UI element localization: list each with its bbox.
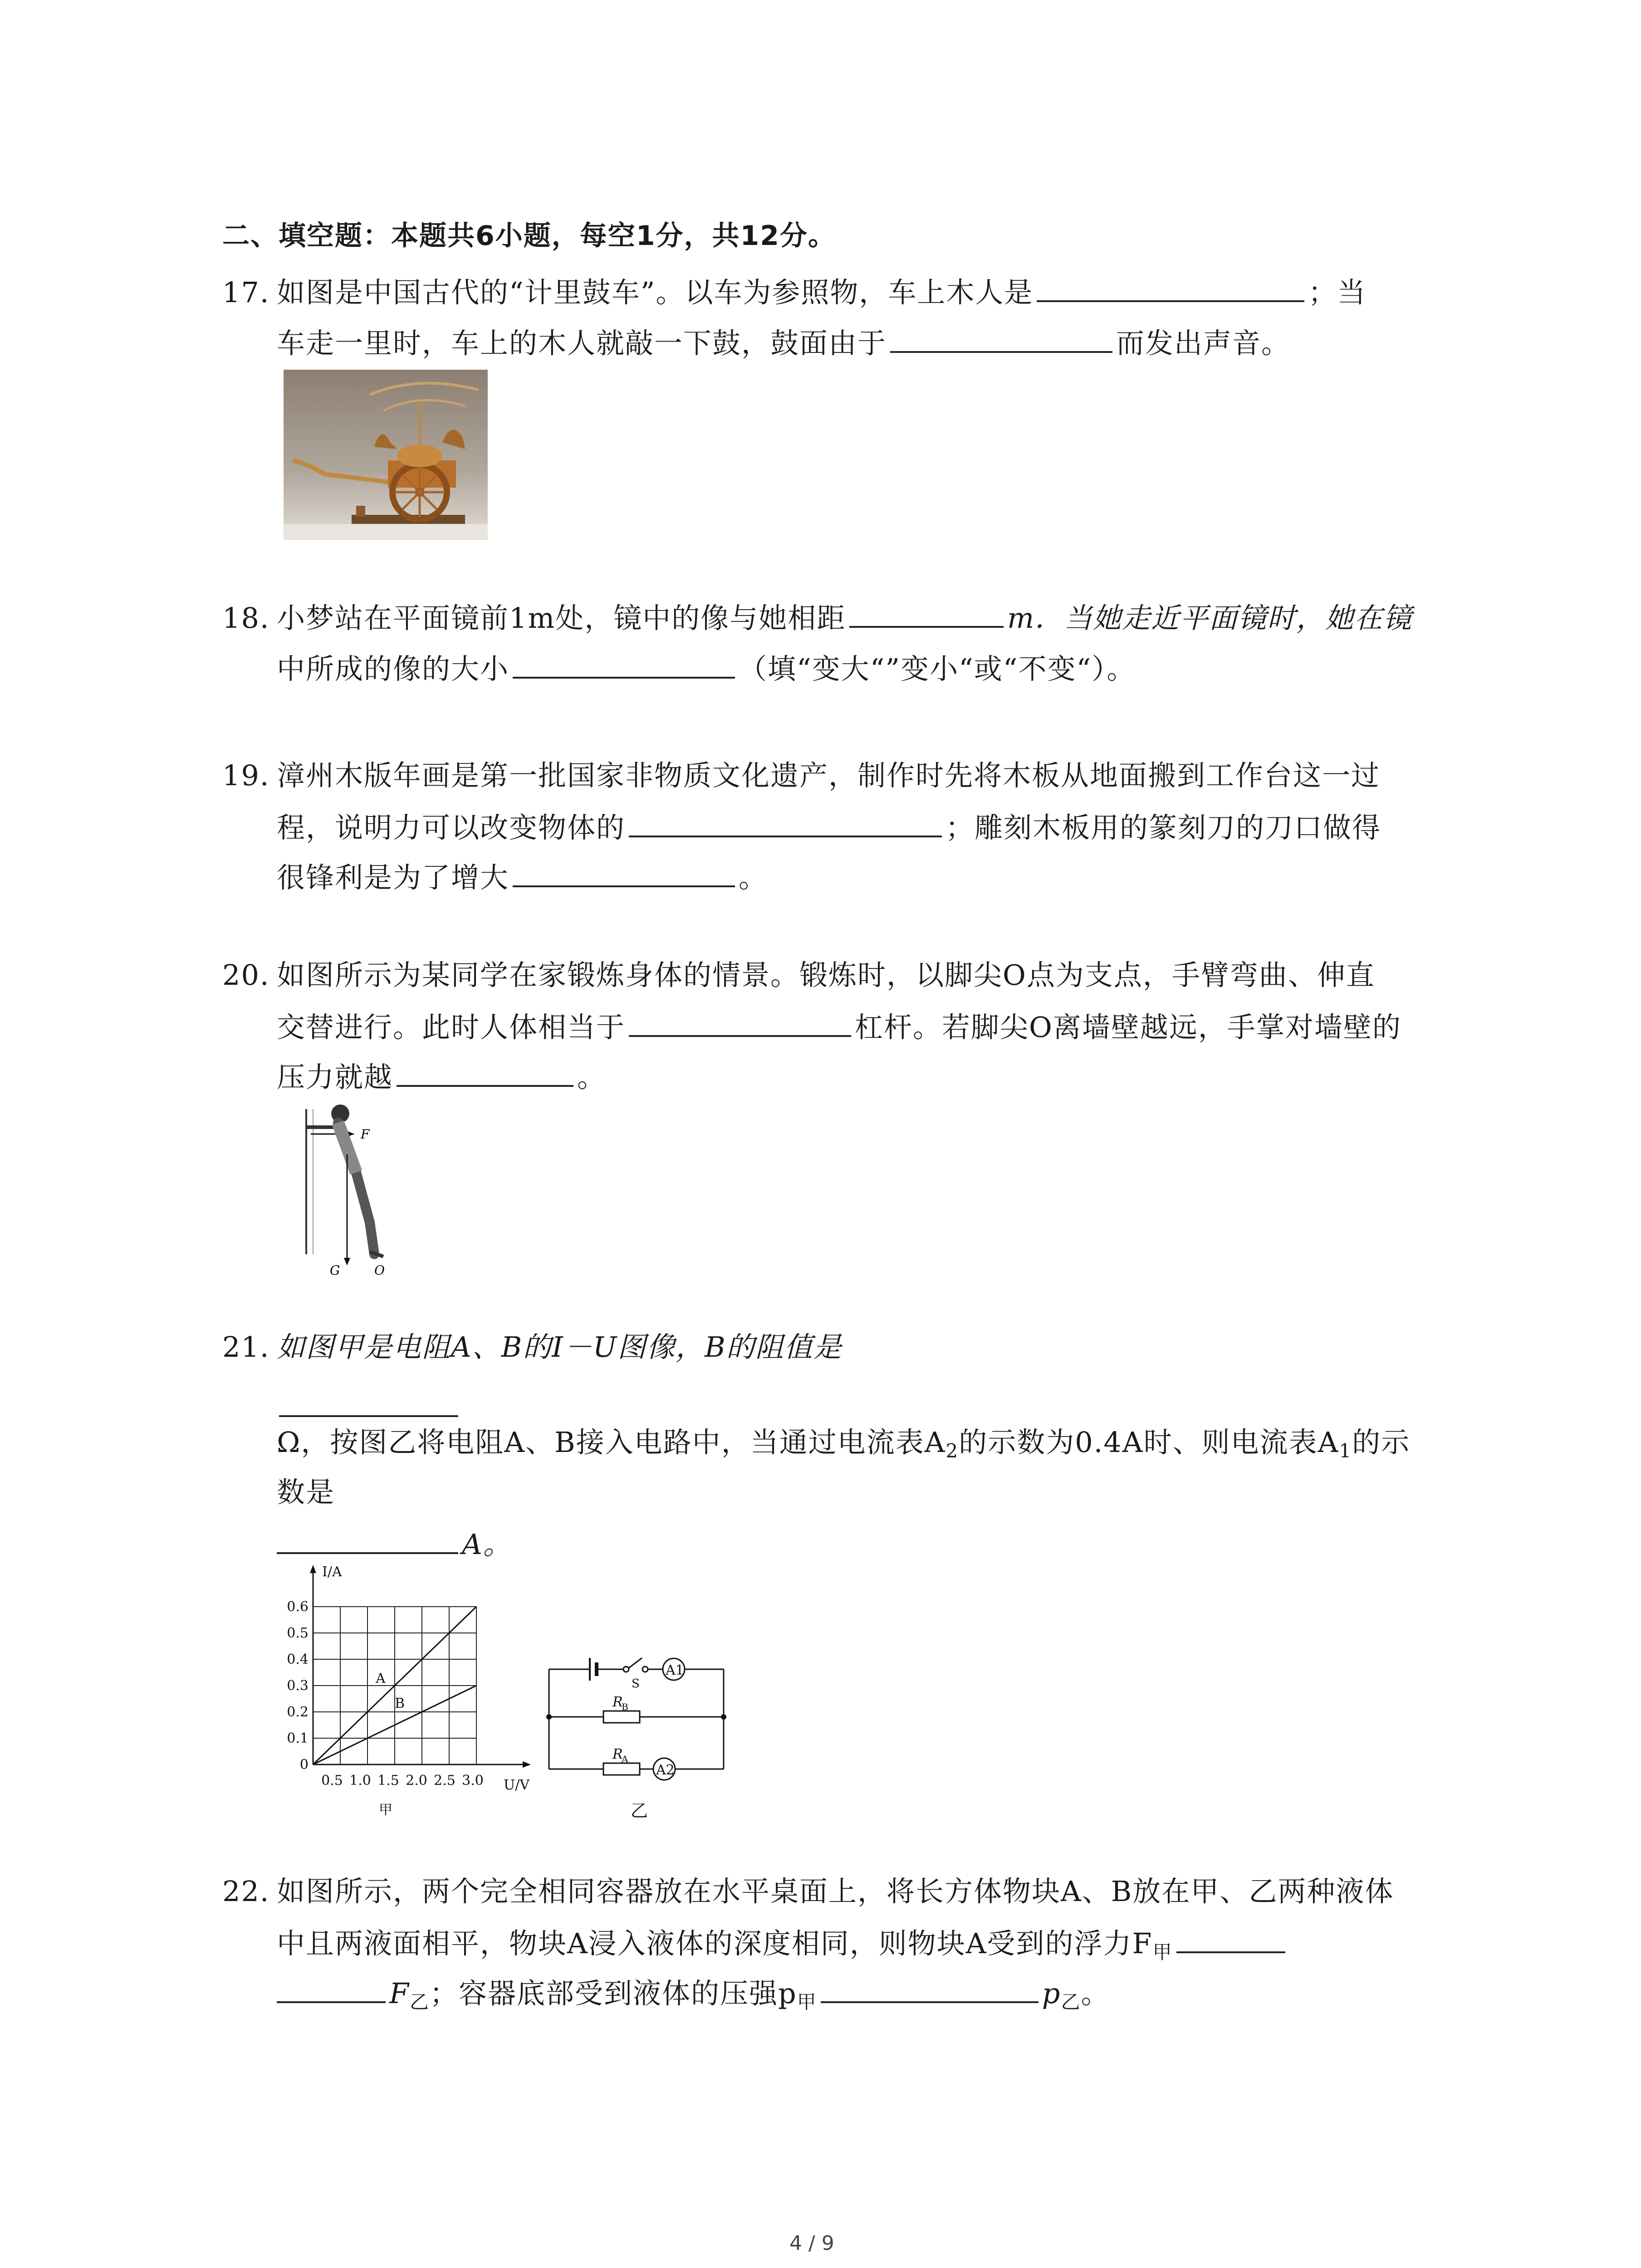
x-tick-3.0: 3.0 [462,1773,484,1789]
drum-cart-image [284,370,488,540]
q18-text-c: 中所成的像的大小 [277,652,509,685]
q19-text-c: ；雕刻木板用的篆刻刀的刀口做得 [945,811,1381,844]
q22-sub-yi: 乙 [410,1991,430,2013]
q22-blank-1a[interactable] [1176,1923,1285,1953]
q19-text-b: 程，说明力可以改变物体的 [277,811,626,844]
y-tick-0.3: 0.3 [287,1678,309,1694]
q22-f-yi: F [389,1977,410,2010]
q17-text-a: 如图是中国古代的“计里鼓车”。以车为参照物，车上木人是 [277,276,1034,309]
q18-blank-2[interactable] [513,649,735,679]
q21-line4 [277,1524,512,1563]
q19-text-d: 很锋利是为了增大 [277,861,509,894]
q21-blank-1[interactable] [279,1415,458,1417]
iu-graph [272,1560,540,1823]
q20-line2 [277,1007,1401,1046]
q22-text-d: 。 [1081,1977,1110,2010]
q22-sub-jia: 甲 [1152,1941,1173,1963]
circuit-caption: 乙 [631,1801,648,1821]
q22-number: 22. [222,1875,270,1908]
q20-blank-2[interactable] [397,1057,573,1087]
q19-text-a: 漳州木版年画是第一批国家非物质文化遗产，制作时先将木板从地面搬到工作台这一过 [277,759,1381,792]
q17-text-d: 而发出声音。 [1116,327,1291,360]
x-axis-label: U/V [504,1777,530,1793]
q20-text-b: 交替进行。此时人体相当于 [277,1011,626,1044]
q22-text-a: 如图所示，两个完全相同容器放在水平桌面上，将长方体物块A、B放在甲、乙两种液体 [277,1875,1394,1908]
page-number: 4 / 9 [789,2232,834,2255]
q21-line3 [277,1474,335,1510]
q21-blank-2[interactable] [277,1524,458,1554]
x-tick-2.5: 2.5 [434,1773,456,1789]
q17-line2 [277,323,1290,362]
rb-label: R [612,1694,623,1710]
line-a-label: A [376,1671,386,1686]
q18-text-d: （填“变大“”变小“或“不变“）。 [739,652,1136,685]
y-tick-0: 0 [299,1757,309,1773]
y-tick-0.2: 0.2 [287,1704,309,1720]
q21-text-c: 的示数为0.4A时、则电流表A [959,1426,1339,1459]
q20-text-e: 。 [577,1061,607,1094]
ammeter-a1-label: A1 [666,1662,684,1678]
q20-line1 [222,957,1375,993]
q19-line2 [277,807,1381,846]
q19-text-e: 。 [739,861,768,894]
q18-line2 [277,649,1136,687]
x-tick-2.0: 2.0 [406,1773,427,1789]
y-axis-label: I/A [322,1564,342,1580]
q21-sub-2: 2 [945,1440,959,1462]
q21-text-b: Ω，按图乙将电阻A、B接入电路中，当通过电流表A [277,1426,946,1459]
q19-blank-1[interactable] [629,807,942,837]
q17-text-b: ；当 [1308,276,1367,309]
q19-number: 19. [222,759,270,792]
q21-unit: A。 [462,1528,512,1561]
q18-text-b: m．当她走近平面镜时，她在镜 [1007,601,1413,635]
q20-text-c: 杠杆。若脚尖O离墙壁越远，手掌对墙壁的 [855,1011,1401,1044]
fulcrum-o-label: O [374,1263,385,1278]
q17-blank-2[interactable] [890,323,1112,353]
q22-line1 [222,1873,1394,1910]
q18-text-a: 小梦站在平面镜前1m处，镜中的像与她相距 [277,601,846,635]
q21-line2 [277,1424,1410,1469]
q19-line1 [222,758,1380,794]
y-tick-0.6: 0.6 [287,1599,309,1615]
x-tick-1.0: 1.0 [349,1773,371,1789]
q21-sub-1: 1 [1339,1440,1352,1462]
ra-sub: A [622,1754,628,1765]
y-tick-0.5: 0.5 [287,1625,309,1641]
q22-sub-yi2: 乙 [1061,1991,1081,2013]
graph-caption: 甲 [379,1802,392,1818]
x-tick-1.5: 1.5 [377,1773,399,1789]
q20-text-a: 如图所示为某同学在家锻炼身体的情景。锻炼时，以脚尖O点为支点，手臂弯曲、伸直 [277,958,1375,992]
q20-number: 20. [222,958,270,992]
q21-line1 [222,1329,843,1365]
q21-text-a: 如图甲是电阻A、B的I－U图像，B的阻值是 [277,1330,843,1364]
y-tick-0.4: 0.4 [287,1652,309,1667]
q22-blank-2[interactable] [821,1973,1038,2003]
q22-blank-1b[interactable] [277,1973,386,2003]
q21-text-e: 数是 [277,1476,335,1509]
q17-number: 17. [222,276,270,309]
ra-label: R [612,1746,623,1762]
q20-blank-1[interactable] [629,1007,851,1037]
q22-line3 [277,1973,1110,2020]
q21-number: 21. [222,1330,270,1364]
gravity-g-label: G [330,1263,340,1278]
x-tick-0.5: 0.5 [321,1773,343,1789]
q22-text-c: ；容器底部受到液体的压强p [430,1977,797,2010]
q19-line3 [277,857,768,896]
force-f-label: F [361,1127,370,1142]
q21-text-d: 的示 [1352,1426,1411,1459]
q18-line1 [222,598,1412,636]
q17-blank-1[interactable] [1037,272,1304,302]
q18-number: 18. [222,601,270,635]
wall-pushup-figure [279,1100,415,1281]
q20-line3 [277,1057,606,1095]
q17-text-c: 车走一里时，车上的木人就敲一下鼓，鼓面由于 [277,327,887,360]
q22-sub-jia2: 甲 [797,1991,817,2013]
ammeter-a2-label: A2 [656,1762,675,1778]
q22-text-b: 中且两液面相平，物块A浸入液体的深度相同，则物块A受到的浮力F [277,1927,1153,1960]
switch-label: S [632,1677,640,1691]
q18-blank-1[interactable] [849,598,1004,628]
rb-sub: B [622,1701,628,1712]
q19-blank-2[interactable] [513,857,735,887]
q22-line2 [277,1923,1289,1970]
circuit-diagram [544,1633,744,1823]
q20-text-d: 压力就越 [277,1061,393,1094]
line-b-label: B [395,1696,405,1711]
q17-line1 [222,272,1366,311]
y-tick-0.1: 0.1 [287,1730,309,1746]
section-title: 二、填空题：本题共6小题，每空1分，共12分。 [222,220,836,252]
q22-p-yi: p [1042,1977,1061,2010]
